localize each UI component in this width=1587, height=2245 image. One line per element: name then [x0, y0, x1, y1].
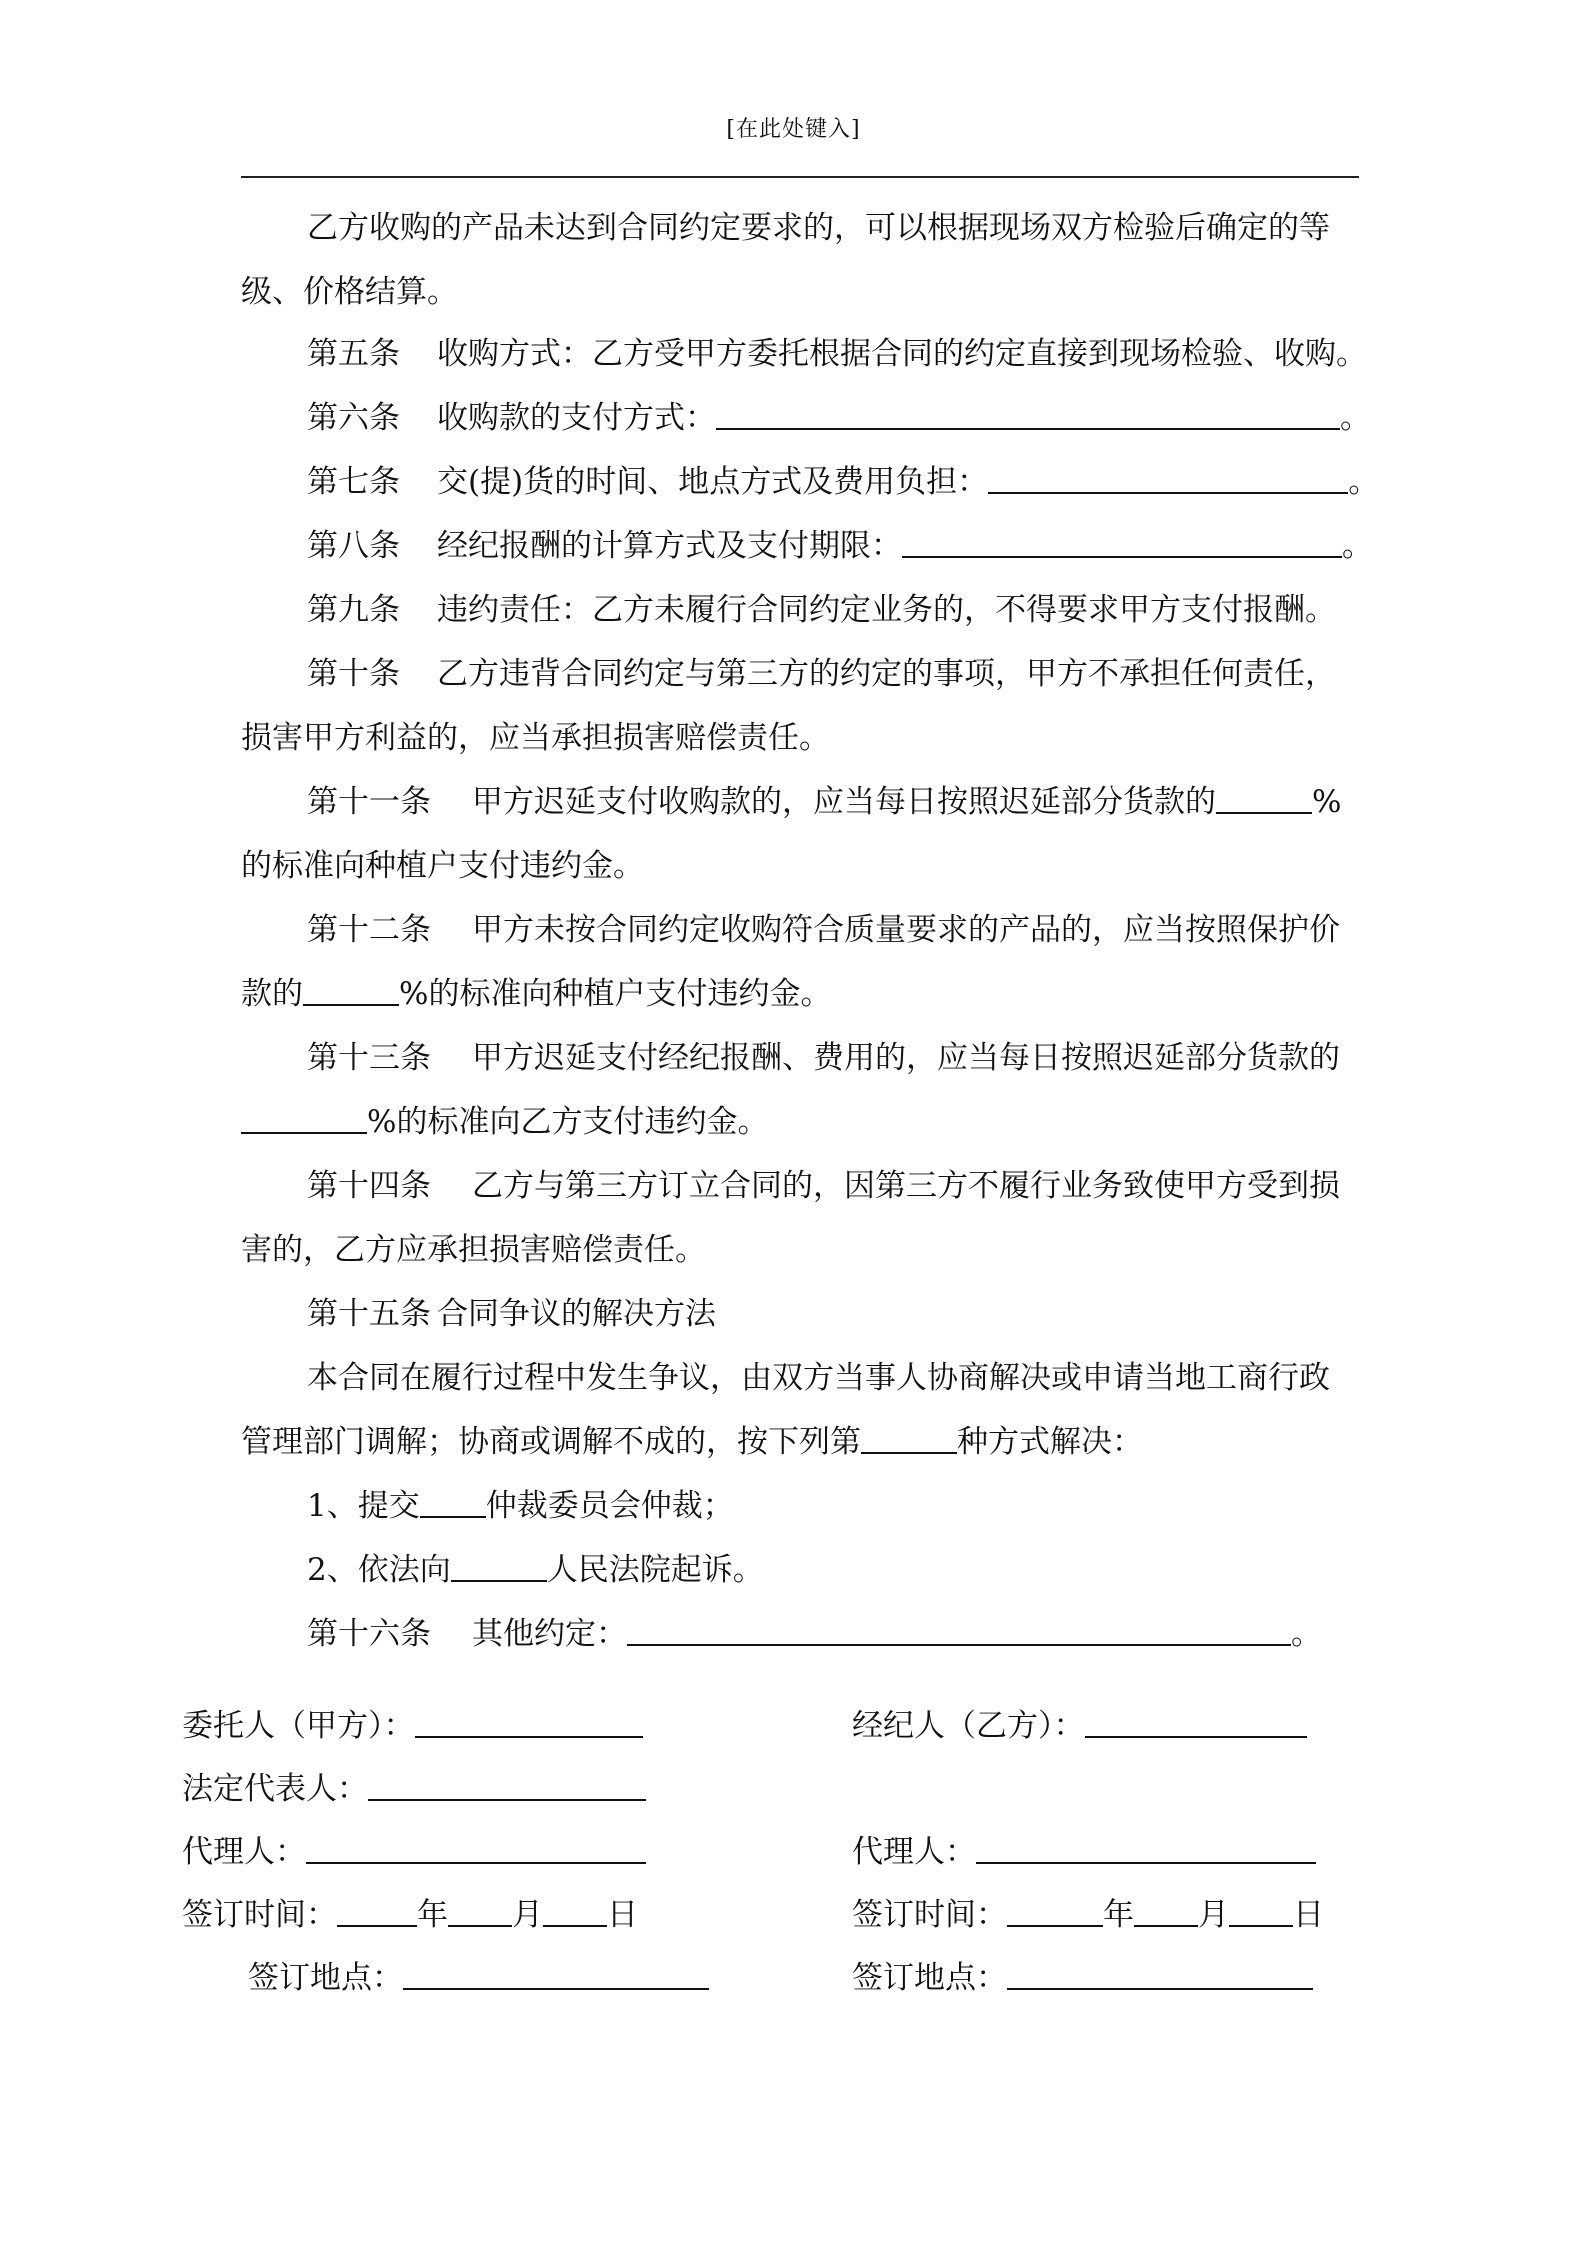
article-6 [241, 386, 1425, 450]
article-text: 管理部门调解；协商或调解不成的，按下列第 [241, 1424, 861, 1460]
article-label: 第六条 [307, 400, 400, 436]
article-label: 第十一条 [307, 784, 431, 820]
payment-method-blank[interactable] [716, 398, 1340, 430]
legal-rep-label: 法定代表人： [182, 1771, 368, 1807]
header-rule [241, 176, 1359, 178]
article-text: 款的 [241, 976, 303, 1012]
article-11-continued: 的标准向种植户支付违约金。 [241, 848, 644, 884]
arbitration-commission-blank[interactable] [420, 1486, 486, 1518]
article-end: 。 [1340, 400, 1371, 436]
article-text: 甲方迟延支付收购款的，应当每日按照迟延部分货款的 [472, 784, 1216, 820]
page-header: [在此处键入] [726, 117, 861, 142]
article-text: 交(提)货的时间、地点方式及费用负担： [437, 464, 989, 500]
agent-left-blank[interactable] [306, 1832, 646, 1864]
article-5 [241, 322, 1425, 386]
dispute-option-2 [241, 1538, 1425, 1602]
month-blank[interactable] [1134, 1895, 1198, 1927]
article-15 [241, 1282, 1425, 1346]
day-blank[interactable] [1229, 1895, 1293, 1927]
article-label: 第七条 [307, 464, 400, 500]
paragraph-quality-line1: 乙方收购的产品未达到合同约定要求的，可以根据现场双方检验后确定的等 [307, 210, 1330, 246]
place-right-blank[interactable] [1007, 1958, 1313, 1990]
article-9 [241, 578, 1425, 642]
court-name-blank[interactable] [451, 1550, 547, 1582]
article-label: 第十六条 [307, 1616, 431, 1652]
legal-rep-line [182, 1763, 646, 1808]
article-14 [241, 1154, 1425, 1218]
article-end: 。 [1342, 528, 1373, 564]
agent-left-line [182, 1826, 646, 1871]
article-end: 。 [1291, 1616, 1322, 1652]
article-text: 收购方式：乙方受甲方委托根据合同的约定直接到现场检验、收购。 [437, 336, 1367, 372]
article-label: 第九条 [307, 592, 400, 628]
year-label: 年 [1103, 1897, 1134, 1933]
day-blank[interactable] [543, 1895, 607, 1927]
article-7 [241, 450, 1425, 514]
commission-terms-blank[interactable] [902, 526, 1342, 558]
article-text: 其他约定： [472, 1616, 627, 1652]
option-text: 仲裁委员会仲裁； [485, 1488, 734, 1524]
article-label: 第十条 [307, 656, 400, 692]
legal-rep-blank[interactable] [368, 1769, 646, 1801]
article-label: 第五条 [307, 336, 400, 372]
month-label: 月 [1198, 1897, 1229, 1933]
day-label: 日 [1293, 1897, 1324, 1933]
article-text: 甲方未按合同约定收购符合质量要求的产品的，应当按照保护价 [472, 912, 1340, 948]
paragraph-quality-line2: 级、价格结算。 [241, 274, 458, 310]
dispute-method-blank[interactable] [861, 1422, 957, 1454]
article-text: 乙方违背合同约定与第三方的约定的事项，甲方不承担任何责任， [437, 656, 1336, 692]
article-10 [241, 642, 1425, 706]
article-text: 种方式解决： [957, 1424, 1143, 1460]
article-16 [241, 1602, 1425, 1666]
article-text: 乙方与第三方订立合同的，因第三方不履行业务致使甲方受到损 [472, 1168, 1340, 1204]
article-text: 收购款的支付方式： [437, 400, 716, 436]
agent-label: 代理人： [182, 1834, 306, 1870]
year-label: 年 [417, 1897, 448, 1933]
article-label: 第十三条 [307, 1040, 431, 1076]
article-12-continued [241, 962, 1359, 1026]
article-13-continued [241, 1090, 1359, 1154]
place-label: 签订地点： [248, 1960, 403, 1996]
place-right-line [852, 1952, 1313, 1997]
agent-right-blank[interactable] [976, 1832, 1316, 1864]
client-signature-line [182, 1700, 643, 1745]
article-text: %的标准向乙方支付违约金。 [367, 1104, 769, 1140]
date-left-line [182, 1889, 638, 1934]
broker-label: 经纪人（乙方）： [852, 1708, 1085, 1744]
place-left-line [248, 1952, 709, 1997]
date-label: 签订时间： [182, 1897, 337, 1933]
article-text: 经纪报酬的计算方式及支付期限： [437, 528, 902, 564]
article-label: 第十二条 [307, 912, 431, 948]
penalty-rate-blank[interactable] [1216, 782, 1312, 814]
article-text: %的标准向种植户支付违约金。 [399, 976, 832, 1012]
date-label: 签订时间： [852, 1897, 1007, 1933]
article-15-body-line1: 本合同在履行过程中发生争议，由双方当事人协商解决或申请当地工商行政 [307, 1360, 1330, 1396]
option-text: 2、依法向 [307, 1552, 451, 1588]
month-label: 月 [512, 1897, 543, 1933]
broker-signature-line [852, 1700, 1307, 1745]
option-text: 人民法院起诉。 [546, 1552, 764, 1588]
agent-right-line [852, 1826, 1316, 1871]
year-blank[interactable] [1007, 1895, 1103, 1927]
month-blank[interactable] [448, 1895, 512, 1927]
article-label: 第十五条 [307, 1296, 431, 1332]
article-label: 第八条 [307, 528, 400, 564]
date-right-line [852, 1889, 1324, 1934]
day-label: 日 [607, 1897, 638, 1933]
agent-label: 代理人： [852, 1834, 976, 1870]
article-label: 第十四条 [307, 1168, 431, 1204]
article-15-body-line2 [241, 1410, 1359, 1474]
option-text: 1、提交 [307, 1488, 420, 1524]
protection-rate-blank[interactable] [303, 974, 399, 1006]
place-label: 签订地点： [852, 1960, 1007, 1996]
place-left-blank[interactable] [403, 1958, 709, 1990]
broker-name-blank[interactable] [1085, 1706, 1307, 1738]
article-10-continued: 损害甲方利益的，应当承担损害赔偿责任。 [241, 720, 830, 756]
article-13 [241, 1026, 1425, 1090]
other-terms-blank[interactable] [627, 1614, 1291, 1646]
article-text: 合同争议的解决方法 [437, 1296, 716, 1332]
article-text: 甲方迟延支付经纪报酬、费用的，应当每日按照迟延部分货款的 [472, 1040, 1340, 1076]
client-name-blank[interactable] [415, 1706, 643, 1738]
article-12 [241, 898, 1425, 962]
article-end: % [1312, 784, 1342, 820]
article-11 [241, 770, 1425, 834]
year-blank[interactable] [337, 1895, 417, 1927]
article-end: 。 [1348, 464, 1380, 500]
article-8 [241, 514, 1425, 578]
client-label: 委托人（甲方）： [182, 1708, 415, 1744]
delivery-terms-blank[interactable] [988, 462, 1348, 494]
article-text: 违约责任：乙方未履行合同约定业务的，不得要求甲方支付报酬。 [437, 592, 1336, 628]
article-14-continued: 害的，乙方应承担损害赔偿责任。 [241, 1232, 706, 1268]
commission-penalty-blank[interactable] [241, 1102, 367, 1134]
dispute-option-1 [241, 1474, 1425, 1538]
